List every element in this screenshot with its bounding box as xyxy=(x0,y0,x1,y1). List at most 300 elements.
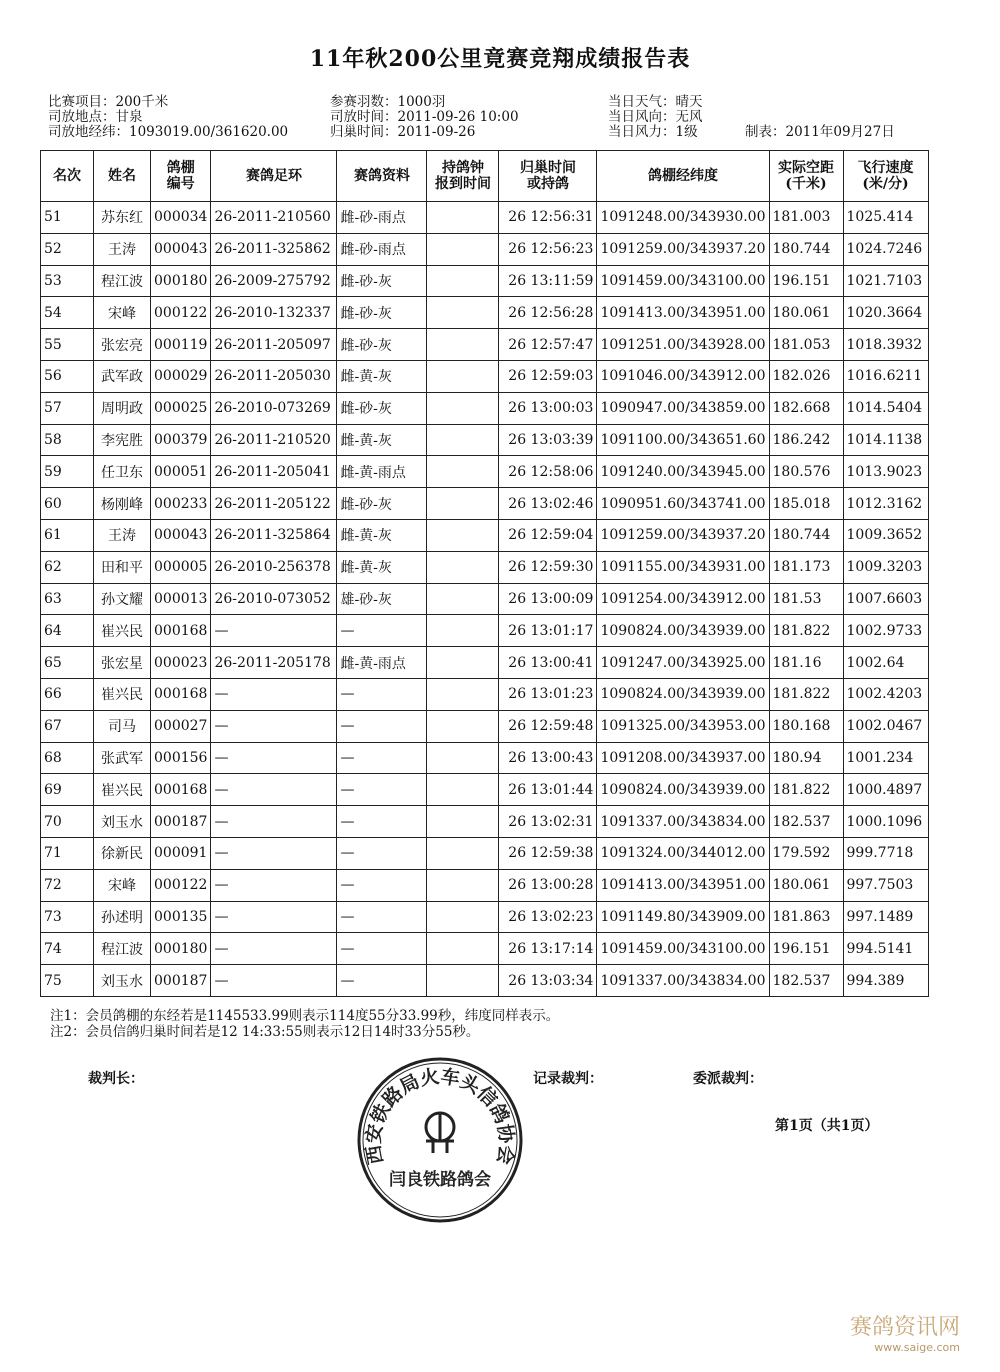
cell-speed: 997.7503 xyxy=(843,869,928,901)
cell-bird-info: 雌-砂-灰 xyxy=(337,488,427,520)
cell-name: 王涛 xyxy=(94,233,151,265)
table-row xyxy=(41,901,929,933)
cell-rank: 62 xyxy=(41,551,94,583)
cell-loft-coords: 1091325.00/343953.00 xyxy=(597,710,769,742)
cell-loft-coords: 1091337.00/343834.00 xyxy=(597,806,769,838)
cell-name: 武军政 xyxy=(94,360,151,392)
watermark-url: www.saige.com xyxy=(874,1341,960,1354)
cell-bird-info: — xyxy=(337,678,427,710)
cell-distance: 181.16 xyxy=(769,647,843,679)
cell-loft-no: 000013 xyxy=(151,583,211,615)
recorder-judge-label: 记录裁判： xyxy=(533,1071,603,1087)
cell-loft-coords: 1091259.00/343937.20 xyxy=(597,519,769,551)
cell-rank: 52 xyxy=(41,233,94,265)
table-row xyxy=(41,647,929,679)
cell-name: 张武军 xyxy=(94,742,151,774)
info-coords: 司放地经纬：1093019.00/361620.00 xyxy=(48,124,289,140)
table-row xyxy=(41,869,929,901)
cell-name: 孙文耀 xyxy=(94,583,151,615)
cell-loft-no: 000168 xyxy=(151,678,211,710)
info-location: 司放地点：甘泉 xyxy=(48,109,143,125)
cell-return-time: 26 13:03:39 xyxy=(499,424,597,456)
cell-return-time: 26 13:01:44 xyxy=(499,774,597,806)
cell-clock-time xyxy=(427,583,499,615)
cell-loft-no: 000122 xyxy=(151,297,211,329)
cell-return-time: 26 12:56:23 xyxy=(499,233,597,265)
cell-return-time: 26 13:00:41 xyxy=(499,647,597,679)
info-weather: 当日天气：晴天 xyxy=(608,94,703,110)
cell-return-time: 26 12:56:31 xyxy=(499,202,597,234)
cell-name: 宋峰 xyxy=(94,869,151,901)
table-row xyxy=(41,710,929,742)
cell-loft-no: 000027 xyxy=(151,710,211,742)
column-header: 持鸽钟 报到时间 xyxy=(427,151,499,202)
cell-ring-no: 26-2011-210560 xyxy=(211,202,337,234)
cell-ring-no: — xyxy=(211,742,337,774)
cell-loft-coords: 1091208.00/343937.00 xyxy=(597,742,769,774)
cell-rank: 73 xyxy=(41,901,94,933)
cell-name: 程江波 xyxy=(94,265,151,297)
cell-loft-no: 000051 xyxy=(151,456,211,488)
cell-return-time: 26 13:00:03 xyxy=(499,392,597,424)
cell-rank: 51 xyxy=(41,202,94,234)
cell-ring-no: 26-2011-325864 xyxy=(211,519,337,551)
table-row xyxy=(41,806,929,838)
cell-speed: 994.389 xyxy=(843,965,928,997)
cell-loft-coords: 1091324.00/344012.00 xyxy=(597,837,769,869)
cell-loft-coords: 1091251.00/343928.00 xyxy=(597,329,769,361)
cell-loft-no: 000034 xyxy=(151,202,211,234)
cell-return-time: 26 12:56:28 xyxy=(499,297,597,329)
cell-ring-no: 26-2010-073269 xyxy=(211,392,337,424)
cell-clock-time xyxy=(427,202,499,234)
cell-rank: 57 xyxy=(41,392,94,424)
cell-distance: 181.822 xyxy=(769,678,843,710)
column-header: 归巢时间 或持鸽 xyxy=(499,151,597,202)
cell-rank: 74 xyxy=(41,933,94,965)
cell-loft-no: 000029 xyxy=(151,360,211,392)
cell-distance: 181.822 xyxy=(769,774,843,806)
cell-bird-info: — xyxy=(337,806,427,838)
cell-clock-time xyxy=(427,297,499,329)
cell-clock-time xyxy=(427,742,499,774)
table-row xyxy=(41,456,929,488)
cell-speed: 1018.3932 xyxy=(843,329,928,361)
note-1: 注1：会员鸽棚的东经若是1145533.99则表示114度55分33.99秒，纬度同样表示。 xyxy=(50,1008,560,1024)
info-release-time: 司放时间：2011-09-26 10:00 xyxy=(330,109,519,125)
cell-bird-info: 雌-砂-灰 xyxy=(337,329,427,361)
cell-clock-time xyxy=(427,551,499,583)
cell-return-time: 26 13:01:17 xyxy=(499,615,597,647)
cell-rank: 55 xyxy=(41,329,94,361)
cell-rank: 61 xyxy=(41,519,94,551)
cell-distance: 179.592 xyxy=(769,837,843,869)
cell-loft-no: 000233 xyxy=(151,488,211,520)
cell-return-time: 26 13:02:46 xyxy=(499,488,597,520)
cell-ring-no: 26-2011-205030 xyxy=(211,360,337,392)
cell-name: 苏东红 xyxy=(94,202,151,234)
note-2: 注2：会员信鸽归巢时间若是12 14:33:55则表示12日14时33分55秒。 xyxy=(50,1024,480,1040)
cell-distance: 186.242 xyxy=(769,424,843,456)
cell-rank: 67 xyxy=(41,710,94,742)
cell-loft-no: 000180 xyxy=(151,933,211,965)
cell-distance: 185.018 xyxy=(769,488,843,520)
cell-name: 杨刚峰 xyxy=(94,488,151,520)
cell-loft-coords: 1091149.80/343909.00 xyxy=(597,901,769,933)
cell-name: 程江波 xyxy=(94,933,151,965)
cell-loft-coords: 1091247.00/343925.00 xyxy=(597,647,769,679)
cell-distance: 182.537 xyxy=(769,806,843,838)
cell-name: 宋峰 xyxy=(94,297,151,329)
train-emblem-icon xyxy=(426,1113,454,1153)
cell-loft-no: 000122 xyxy=(151,869,211,901)
cell-ring-no: — xyxy=(211,965,337,997)
cell-speed: 1021.7103 xyxy=(843,265,928,297)
column-header: 实际空距 (千米) xyxy=(769,151,843,202)
cell-bird-info: — xyxy=(337,710,427,742)
column-header: 姓名 xyxy=(94,151,151,202)
cell-loft-coords: 1090824.00/343939.00 xyxy=(597,615,769,647)
cell-bird-info: 雌-砂-灰 xyxy=(337,392,427,424)
cell-return-time: 26 13:00:43 xyxy=(499,742,597,774)
cell-speed: 1002.0467 xyxy=(843,710,928,742)
cell-loft-coords: 1091100.00/343651.60 xyxy=(597,424,769,456)
cell-return-time: 26 12:59:04 xyxy=(499,519,597,551)
cell-ring-no: — xyxy=(211,806,337,838)
chief-judge-label: 裁判长： xyxy=(88,1071,144,1087)
cell-bird-info: 雌-黄-雨点 xyxy=(337,456,427,488)
cell-return-time: 26 12:59:03 xyxy=(499,360,597,392)
cell-ring-no: — xyxy=(211,837,337,869)
cell-distance: 181.003 xyxy=(769,202,843,234)
cell-return-time: 26 13:00:09 xyxy=(499,583,597,615)
cell-loft-coords: 1090947.00/343859.00 xyxy=(597,392,769,424)
cell-rank: 60 xyxy=(41,488,94,520)
cell-speed: 997.1489 xyxy=(843,901,928,933)
cell-bird-info: 雌-砂-灰 xyxy=(337,265,427,297)
cell-loft-coords: 1091259.00/343937.20 xyxy=(597,233,769,265)
cell-loft-no: 000187 xyxy=(151,806,211,838)
cell-clock-time xyxy=(427,360,499,392)
cell-loft-no: 000135 xyxy=(151,901,211,933)
cell-loft-coords: 1091046.00/343912.00 xyxy=(597,360,769,392)
cell-speed: 1024.7246 xyxy=(843,233,928,265)
cell-clock-time xyxy=(427,678,499,710)
cell-loft-no: 000187 xyxy=(151,965,211,997)
cell-distance: 180.061 xyxy=(769,297,843,329)
cell-ring-no: 26-2010-073052 xyxy=(211,583,337,615)
table-row xyxy=(41,392,929,424)
info-wind-force: 当日风力：1级 xyxy=(608,124,698,140)
cell-return-time: 26 12:57:47 xyxy=(499,329,597,361)
page-title: 11年秋200公里竟赛竞翔成绩报告表 xyxy=(309,46,691,72)
cell-rank: 63 xyxy=(41,583,94,615)
cell-speed: 1007.6603 xyxy=(843,583,928,615)
cell-clock-time xyxy=(427,901,499,933)
cell-loft-coords: 1091240.00/343945.00 xyxy=(597,456,769,488)
cell-ring-no: — xyxy=(211,933,337,965)
cell-distance: 196.151 xyxy=(769,933,843,965)
cell-ring-no: 26-2010-132337 xyxy=(211,297,337,329)
cell-speed: 1012.3162 xyxy=(843,488,928,520)
cell-bird-info: 雄-砂-灰 xyxy=(337,583,427,615)
info-wind-direction: 当日风向：无风 xyxy=(608,109,703,125)
cell-bird-info: — xyxy=(337,615,427,647)
cell-speed: 1009.3203 xyxy=(843,551,928,583)
cell-loft-no: 000005 xyxy=(151,551,211,583)
cell-speed: 1020.3664 xyxy=(843,297,928,329)
cell-loft-no: 000043 xyxy=(151,233,211,265)
cell-distance: 196.151 xyxy=(769,265,843,297)
cell-rank: 66 xyxy=(41,678,94,710)
cell-speed: 1000.4897 xyxy=(843,774,928,806)
cell-rank: 59 xyxy=(41,456,94,488)
cell-speed: 1002.64 xyxy=(843,647,928,679)
cell-loft-no: 000025 xyxy=(151,392,211,424)
cell-clock-time xyxy=(427,265,499,297)
cell-distance: 182.537 xyxy=(769,965,843,997)
cell-loft-coords: 1091413.00/343951.00 xyxy=(597,869,769,901)
info-count: 参赛羽数：1000羽 xyxy=(330,94,446,110)
cell-return-time: 26 13:00:28 xyxy=(499,869,597,901)
cell-ring-no: 26-2011-205122 xyxy=(211,488,337,520)
info-item: 比赛项目：200千米 xyxy=(48,94,169,110)
cell-loft-no: 000043 xyxy=(151,519,211,551)
cell-distance: 180.061 xyxy=(769,869,843,901)
cell-clock-time xyxy=(427,424,499,456)
cell-bird-info: — xyxy=(337,869,427,901)
cell-bird-info: 雌-黄-灰 xyxy=(337,360,427,392)
cell-bird-info: — xyxy=(337,742,427,774)
cell-speed: 1002.9733 xyxy=(843,615,928,647)
table-row xyxy=(41,424,929,456)
table-row xyxy=(41,360,929,392)
cell-speed: 1016.6211 xyxy=(843,360,928,392)
cell-clock-time xyxy=(427,519,499,551)
cell-ring-no: — xyxy=(211,615,337,647)
table-row xyxy=(41,933,929,965)
cell-speed: 1002.4203 xyxy=(843,678,928,710)
seal-outer-text: 西安铁路局火车头信鸽协会 xyxy=(362,1065,518,1167)
cell-bird-info: 雌-黄-雨点 xyxy=(337,647,427,679)
cell-ring-no: 26-2010-256378 xyxy=(211,551,337,583)
cell-distance: 180.94 xyxy=(769,742,843,774)
cell-rank: 75 xyxy=(41,965,94,997)
cell-speed: 1025.414 xyxy=(843,202,928,234)
cell-name: 周明政 xyxy=(94,392,151,424)
cell-rank: 56 xyxy=(41,360,94,392)
table-header-row xyxy=(41,151,929,202)
info-made-date: 制表：2011年09月27日 xyxy=(745,124,895,140)
column-header: 名次 xyxy=(41,151,94,202)
cell-loft-no: 000091 xyxy=(151,837,211,869)
cell-return-time: 26 13:01:23 xyxy=(499,678,597,710)
cell-distance: 181.53 xyxy=(769,583,843,615)
table-row xyxy=(41,774,929,806)
table-row xyxy=(41,265,929,297)
cell-rank: 65 xyxy=(41,647,94,679)
cell-return-time: 26 13:02:31 xyxy=(499,806,597,838)
cell-name: 崔兴民 xyxy=(94,774,151,806)
cell-distance: 180.168 xyxy=(769,710,843,742)
cell-clock-time xyxy=(427,837,499,869)
results-table xyxy=(40,150,929,997)
cell-rank: 68 xyxy=(41,742,94,774)
cell-ring-no: — xyxy=(211,678,337,710)
cell-return-time: 26 12:59:30 xyxy=(499,551,597,583)
cell-clock-time xyxy=(427,806,499,838)
table-row xyxy=(41,678,929,710)
cell-clock-time xyxy=(427,392,499,424)
cell-loft-no: 000379 xyxy=(151,424,211,456)
cell-bird-info: — xyxy=(337,837,427,869)
cell-loft-coords: 1091155.00/343931.00 xyxy=(597,551,769,583)
cell-rank: 54 xyxy=(41,297,94,329)
cell-name: 王涛 xyxy=(94,519,151,551)
cell-return-time: 26 13:11:59 xyxy=(499,265,597,297)
cell-bird-info: — xyxy=(337,933,427,965)
table-row xyxy=(41,488,929,520)
cell-return-time: 26 13:02:23 xyxy=(499,901,597,933)
cell-clock-time xyxy=(427,774,499,806)
cell-loft-coords: 1091248.00/343930.00 xyxy=(597,202,769,234)
cell-distance: 180.744 xyxy=(769,519,843,551)
cell-speed: 1001.234 xyxy=(843,742,928,774)
cell-bird-info: 雌-砂-雨点 xyxy=(337,202,427,234)
cell-distance: 182.668 xyxy=(769,392,843,424)
cell-distance: 180.744 xyxy=(769,233,843,265)
table-row xyxy=(41,965,929,997)
column-header: 赛鸽足环 xyxy=(211,151,337,202)
cell-loft-no: 000180 xyxy=(151,265,211,297)
cell-name: 徐新民 xyxy=(94,837,151,869)
page-number: 第1页（共1页） xyxy=(775,1118,879,1134)
cell-distance: 181.863 xyxy=(769,901,843,933)
table-row xyxy=(41,297,929,329)
cell-return-time: 26 13:03:34 xyxy=(499,965,597,997)
delegate-judge-label: 委派裁判： xyxy=(693,1071,763,1087)
cell-distance: 180.576 xyxy=(769,456,843,488)
cell-loft-coords: 1090951.60/343741.00 xyxy=(597,488,769,520)
cell-bird-info: — xyxy=(337,965,427,997)
cell-ring-no: 26-2011-205097 xyxy=(211,329,337,361)
watermark xyxy=(850,1310,960,1354)
cell-speed: 1000.1096 xyxy=(843,806,928,838)
table-row xyxy=(41,202,929,234)
column-header: 赛鸽资料 xyxy=(337,151,427,202)
cell-clock-time xyxy=(427,488,499,520)
column-header: 鸽棚经纬度 xyxy=(597,151,769,202)
cell-speed: 1009.3652 xyxy=(843,519,928,551)
cell-name: 任卫东 xyxy=(94,456,151,488)
cell-speed: 1013.9023 xyxy=(843,456,928,488)
cell-rank: 72 xyxy=(41,869,94,901)
cell-name: 司马 xyxy=(94,710,151,742)
cell-return-time: 26 12:59:38 xyxy=(499,837,597,869)
cell-ring-no: — xyxy=(211,869,337,901)
column-header: 鸽棚 编号 xyxy=(151,151,211,202)
cell-distance: 181.173 xyxy=(769,551,843,583)
info-return-time: 归巢时间：2011-09-26 xyxy=(330,124,476,140)
cell-name: 孙述明 xyxy=(94,901,151,933)
cell-bird-info: 雌-黄-灰 xyxy=(337,519,427,551)
cell-name: 张宏亮 xyxy=(94,329,151,361)
cell-name: 张宏星 xyxy=(94,647,151,679)
cell-clock-time xyxy=(427,869,499,901)
cell-speed: 1014.5404 xyxy=(843,392,928,424)
cell-rank: 58 xyxy=(41,424,94,456)
cell-loft-coords: 1091254.00/343912.00 xyxy=(597,583,769,615)
table-row xyxy=(41,519,929,551)
cell-clock-time xyxy=(427,329,499,361)
cell-clock-time xyxy=(427,456,499,488)
cell-speed: 999.7718 xyxy=(843,837,928,869)
table-row xyxy=(41,837,929,869)
cell-rank: 71 xyxy=(41,837,94,869)
cell-loft-coords: 1091459.00/343100.00 xyxy=(597,933,769,965)
seal-inner-text: 闫良铁路鸽会 xyxy=(389,1170,491,1190)
cell-name: 崔兴民 xyxy=(94,678,151,710)
cell-bird-info: — xyxy=(337,901,427,933)
cell-loft-no: 000156 xyxy=(151,742,211,774)
cell-loft-coords: 1090824.00/343939.00 xyxy=(597,774,769,806)
cell-bird-info: 雌-砂-雨点 xyxy=(337,233,427,265)
cell-name: 田和平 xyxy=(94,551,151,583)
cell-return-time: 26 12:58:06 xyxy=(499,456,597,488)
cell-speed: 994.5141 xyxy=(843,933,928,965)
cell-speed: 1014.1138 xyxy=(843,424,928,456)
cell-name: 刘玉水 xyxy=(94,806,151,838)
table-row xyxy=(41,233,929,265)
table-row xyxy=(41,551,929,583)
cell-rank: 53 xyxy=(41,265,94,297)
cell-distance: 181.822 xyxy=(769,615,843,647)
cell-clock-time xyxy=(427,647,499,679)
watermark-name: 赛鸽资讯网 xyxy=(849,1315,960,1340)
cell-name: 刘玉水 xyxy=(94,965,151,997)
cell-rank: 64 xyxy=(41,615,94,647)
cell-distance: 181.053 xyxy=(769,329,843,361)
cell-rank: 69 xyxy=(41,774,94,806)
cell-bird-info: 雌-黄-灰 xyxy=(337,551,427,583)
cell-ring-no: 26-2009-275792 xyxy=(211,265,337,297)
cell-loft-no: 000168 xyxy=(151,774,211,806)
cell-clock-time xyxy=(427,965,499,997)
cell-bird-info: — xyxy=(337,774,427,806)
column-header: 飞行速度 (米/分) xyxy=(843,151,928,202)
table-row xyxy=(41,615,929,647)
cell-distance: 182.026 xyxy=(769,360,843,392)
cell-ring-no: 26-2011-210520 xyxy=(211,424,337,456)
cell-name: 崔兴民 xyxy=(94,615,151,647)
cell-loft-coords: 1091459.00/343100.00 xyxy=(597,265,769,297)
cell-loft-coords: 1091337.00/343834.00 xyxy=(597,965,769,997)
cell-loft-no: 000119 xyxy=(151,329,211,361)
cell-clock-time xyxy=(427,710,499,742)
cell-return-time: 26 13:17:14 xyxy=(499,933,597,965)
cell-clock-time xyxy=(427,233,499,265)
cell-loft-coords: 1090824.00/343939.00 xyxy=(597,678,769,710)
table-row xyxy=(41,742,929,774)
table-row xyxy=(41,329,929,361)
cell-ring-no: — xyxy=(211,774,337,806)
association-seal xyxy=(355,1055,525,1225)
cell-name: 李宪胜 xyxy=(94,424,151,456)
cell-bird-info: 雌-黄-灰 xyxy=(337,424,427,456)
cell-rank: 70 xyxy=(41,806,94,838)
table-row xyxy=(41,583,929,615)
cell-loft-no: 000168 xyxy=(151,615,211,647)
